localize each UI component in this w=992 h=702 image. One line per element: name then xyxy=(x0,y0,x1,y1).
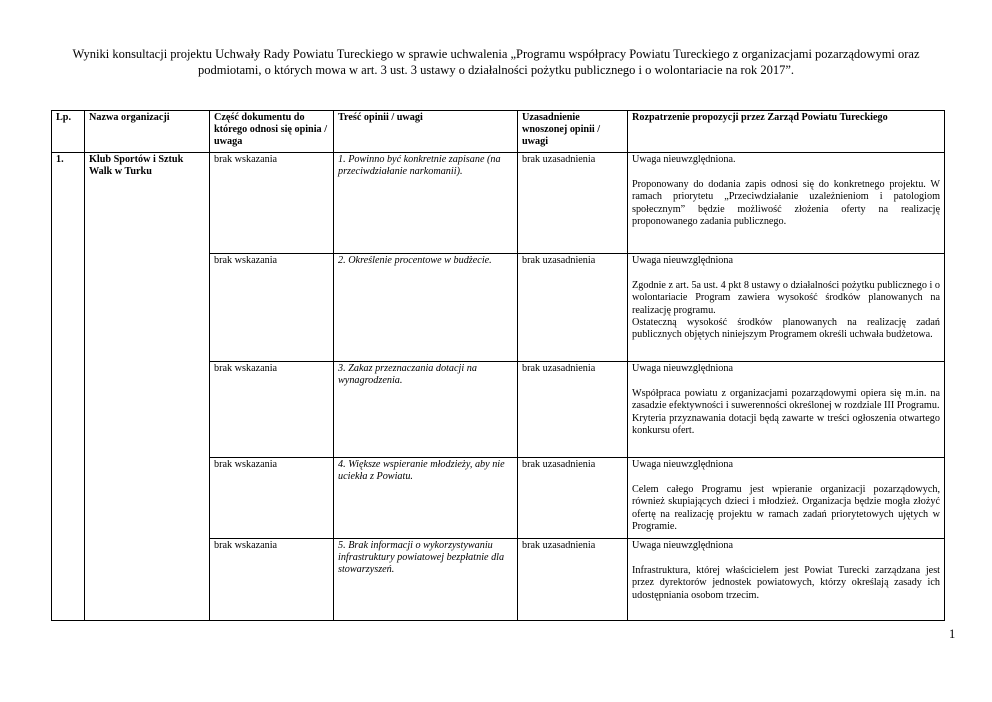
header-row xyxy=(52,111,945,153)
cell-reason: brak uzasadnienia xyxy=(518,153,628,254)
decision-justification: Celem całego Programu jest wpieranie organizacji pozarządowych, również skupiających dzieci i młodzież. Organizacja będzie mogła złożyć ofertę na realizację projektu w ramach zadań priorytetowych ujętych w Programie. xyxy=(632,484,940,532)
header-org: Nazwa organizacji xyxy=(85,111,210,153)
page-number: 1 xyxy=(949,627,956,641)
cell-decision xyxy=(628,153,945,254)
cell-reason: brak uzasadnienia xyxy=(518,458,628,539)
cell-reason: brak uzasadnienia xyxy=(518,539,628,621)
cell-opinion: 2. Określenie procentowe w budżecie. xyxy=(334,254,518,362)
decision-status: Uwaga nieuwzględniona xyxy=(632,255,733,266)
decision-justification: Infrastruktura, której właścicielem jest Powiat Turecki zarządzana jest przez dyrektorów jednostek powiatowych, którzy określają zasady ich udostępniania osobom trzecim. xyxy=(632,565,940,601)
organization-name: Klub Sportów i Sztuk Walk w Turku xyxy=(85,153,210,621)
decision-status: Uwaga nieuwzględniona xyxy=(632,363,733,374)
cell-opinion: 4. Większe wspieranie młodzieży, aby nie uciekła z Powiatu. xyxy=(334,458,518,539)
decision-justification: Współpraca powiatu z organizacjami pozarządowymi opiera się m.in. na zasadzie efektywności i suwerenności określonej w rozdziale III Programu. Kryteria przyznawania dotacji będą zawarte w treści ogłoszenia otwartego konkursu ofert. xyxy=(632,388,940,436)
cell-reason: brak uzasadnienia xyxy=(518,362,628,458)
header-lp: Lp. xyxy=(52,111,85,153)
cell-opinion: 3. Zakaz przeznaczania dotacji na wynagrodzenia. xyxy=(334,362,518,458)
cell-part: brak wskazania xyxy=(210,254,334,362)
decision-status: Uwaga nieuwzględniona xyxy=(632,540,733,551)
decision-justification: Proponowany do dodania zapis odnosi się do konkretnego projektu. W ramach priorytetu „Przeciwdziałanie uzależnieniom i patologiom społecznym” będzie możliwość złożenia oferty na realizację proponowanego zadania publicznego. xyxy=(632,179,940,227)
row-lp: 1. xyxy=(52,153,85,621)
cell-opinion: 1. Powinno być konkretnie zapisane (na przeciwdziałanie narkomanii). xyxy=(334,153,518,254)
decision-status: Uwaga nieuwzględniona. xyxy=(632,154,736,165)
cell-decision xyxy=(628,362,945,458)
document-title: Wyniki konsultacji projektu Uchwały Rady Powiatu Tureckiego w sprawie uchwalenia „Programu współpracy Powiatu Tureckiego z organizacjami pozarządowymi oraz podmiotami, o których mowa w art. 3 ust. 3 ustawy o działalności pożytku publicznego i o wolontariacie na rok 2017”. xyxy=(72,47,920,77)
header-decision: Rozpatrzenie propozycji przez Zarząd Powiatu Tureckiego xyxy=(628,111,945,153)
cell-part: brak wskazania xyxy=(210,153,334,254)
cell-part: brak wskazania xyxy=(210,458,334,539)
header-part: Część dokumentu do którego odnosi się opinia / uwaga xyxy=(210,111,334,153)
cell-part: brak wskazania xyxy=(210,539,334,621)
cell-part: brak wskazania xyxy=(210,362,334,458)
decision-status: Uwaga nieuwzględniona xyxy=(632,459,733,470)
cell-decision xyxy=(628,254,945,362)
cell-decision xyxy=(628,539,945,621)
consultation-table xyxy=(51,110,945,621)
header-opinion: Treść opinii / uwagi xyxy=(334,111,518,153)
cell-reason: brak uzasadnienia xyxy=(518,254,628,362)
decision-justification: Zgodnie z art. 5a ust. 4 pkt 8 ustawy o działalności pożytku publicznego i o wolontariacie Program zawiera wysokość środków planowanych na realizację programu. Ostateczną wysokość środków planowanych na realizację zadań publicznych objętych niniejszym Programem określi uchwała budżetowa. xyxy=(632,280,940,341)
table-row xyxy=(52,153,945,254)
cell-decision xyxy=(628,458,945,539)
header-reason: Uzasadnienie wnoszonej opinii / uwagi xyxy=(518,111,628,153)
cell-opinion: 5. Brak informacji o wykorzystywaniu infrastruktury powiatowej bezpłatnie dla stowarzyszeń. xyxy=(334,539,518,621)
